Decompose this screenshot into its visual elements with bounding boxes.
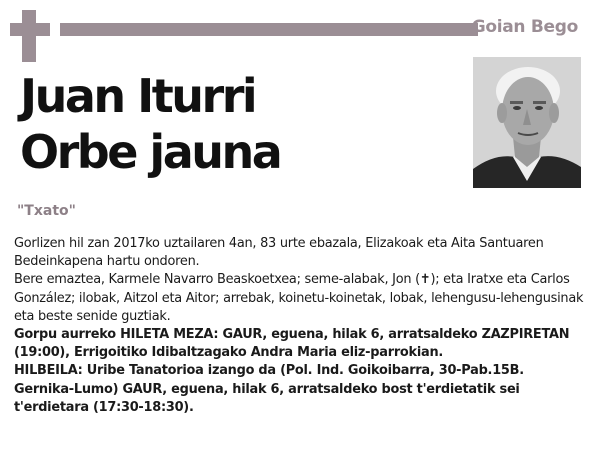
family-list: Bere emaztea, Karmele Navarro Beaskoetxea; seme-alabak, Jon (✝); eta Iratxe eta Carlos González; ilobak, Aitzol eta Aitor; arrebak, koinetu-koinetak, lobak, lehengusu-lehengusinak eta beste senide guztiak. <box>14 272 584 324</box>
wake-info: HILBEILA: Uribe Tanatorioa izango da (Pol. Ind. Goikoibarra, 30-Pab.15B. Gernika-Lumo) GAUR, eguena, hilak 6, arratsaldeko bost t'erdietatik sei t'erdietara (17:30-18:30). <box>14 363 524 415</box>
death-statement: Gorlizen hil zan 2017ko uztailaren 4an, 83 urte ebazala, Elizakoak eta Aita Santuaren Bedeinkapena hartu ondoren. <box>14 236 544 270</box>
name-line-1: Juan Iturri <box>20 69 256 123</box>
funeral-mass-info: Gorpu aurreko HILETA MEZA: GAUR, eguena, hilak 6, arratsaldeko ZAZPIRETAN (19:00), Errigoitiko Idibaltzagako Andra Maria eliz-parrokian. <box>14 327 570 361</box>
cross-icon <box>10 10 50 62</box>
brand-label: Goian Bego <box>471 17 578 37</box>
deceased-name <box>20 68 460 180</box>
portrait-icon <box>473 57 581 188</box>
header-bar <box>60 23 478 36</box>
name-line-2: Orbe jauna <box>20 125 281 179</box>
obituary-body <box>14 235 584 417</box>
portrait-photo <box>473 57 581 188</box>
nickname: "Txato" <box>17 203 76 219</box>
